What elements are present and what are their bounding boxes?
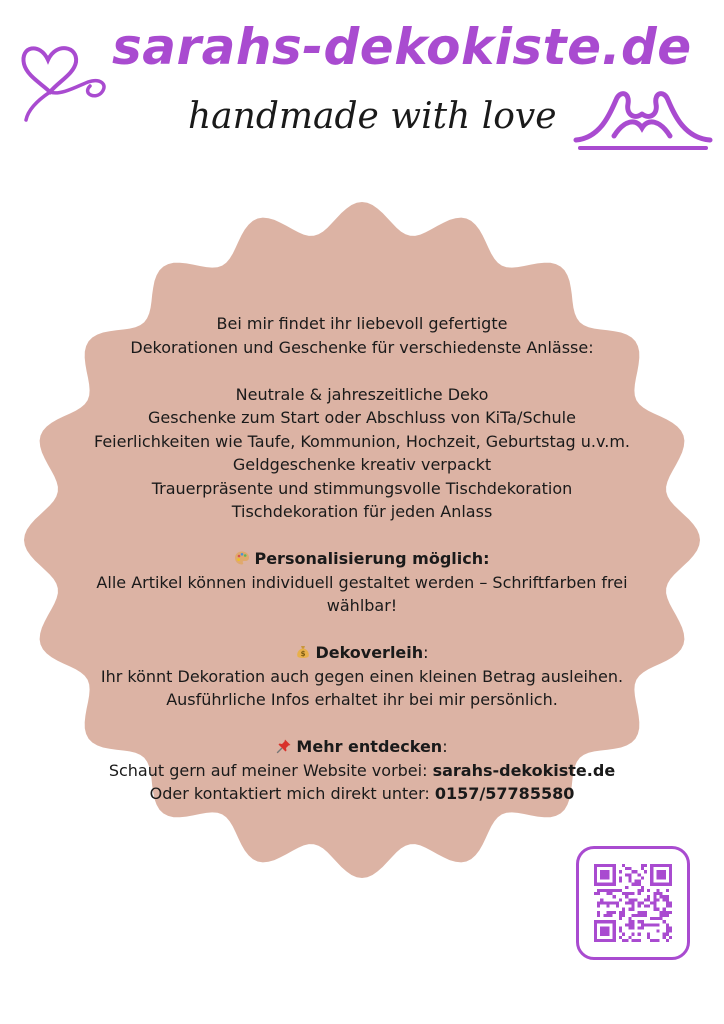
offer-item: Trauerpräsente und stimmungsvolle Tischdekoration: [151, 478, 573, 498]
phone-number[interactable]: 0157/57785580: [434, 784, 575, 803]
rental-heading-line: [60, 641, 664, 665]
offer-item: Geschenke zum Start oder Abschluss von KiTa/Schule: [148, 408, 576, 427]
contact-prefix: Oder kontaktiert mich direkt unter:: [149, 784, 435, 803]
offer-item: Neutrale & jahreszeitliche Deko: [235, 384, 489, 404]
svg-text:$: $: [301, 650, 306, 659]
offer-item: Geldgeschenke kreativ verpackt: [232, 455, 492, 474]
money-bag-icon: [295, 644, 311, 660]
offer-item: Feierlichkeiten wie Taufe, Kommunion, Hochzeit, Geburtstag u.v.m.: [93, 431, 630, 451]
rental-heading-suffix: :: [423, 643, 429, 662]
offer-item: Tischdekoration für jeden Anlass: [231, 502, 493, 521]
website-link[interactable]: sarahs-dekokiste.de: [432, 760, 616, 780]
header: [0, 0, 724, 160]
qr-code-frame[interactable]: [576, 846, 690, 960]
pushpin-icon: [276, 738, 292, 754]
contact-line: [60, 782, 664, 806]
info-text: [60, 312, 664, 806]
rental-line-2: Ausführliche Infos erhaltet ihr bei mir persönlich.: [166, 690, 558, 709]
rental-heading: Dekoverleih: [315, 643, 424, 662]
qr-code-icon: [594, 864, 672, 942]
brand-name: sarahs-dekokiste.de: [112, 18, 692, 76]
intro-line-1: Bei mir findet ihr liebevoll gefertigte: [216, 314, 508, 333]
personalization-heading-line: [60, 547, 664, 571]
intro-line-2: Dekorationen und Geschenke für verschiedenste Anlässe:: [130, 337, 594, 357]
discover-heading-suffix: :: [442, 737, 448, 756]
personalization-text: Alle Artikel können individuell gestaltet werden – Schriftfarben frei wählbar!: [96, 572, 628, 615]
discover-heading-line: [60, 735, 664, 759]
heart-hands-icon: [570, 80, 716, 152]
rental-line-1: Ihr könnt Dekoration auch gegen einen kleinen Betrag ausleihen.: [100, 666, 624, 686]
brand-tagline: handmade with love: [188, 96, 557, 137]
palette-icon: [234, 550, 250, 566]
website-line: [60, 759, 664, 783]
website-prefix: Schaut gern auf meiner Website vorbei:: [108, 760, 433, 780]
personalization-heading: Personalisierung möglich:: [254, 549, 490, 568]
discover-heading: Mehr entdecken: [296, 737, 443, 756]
